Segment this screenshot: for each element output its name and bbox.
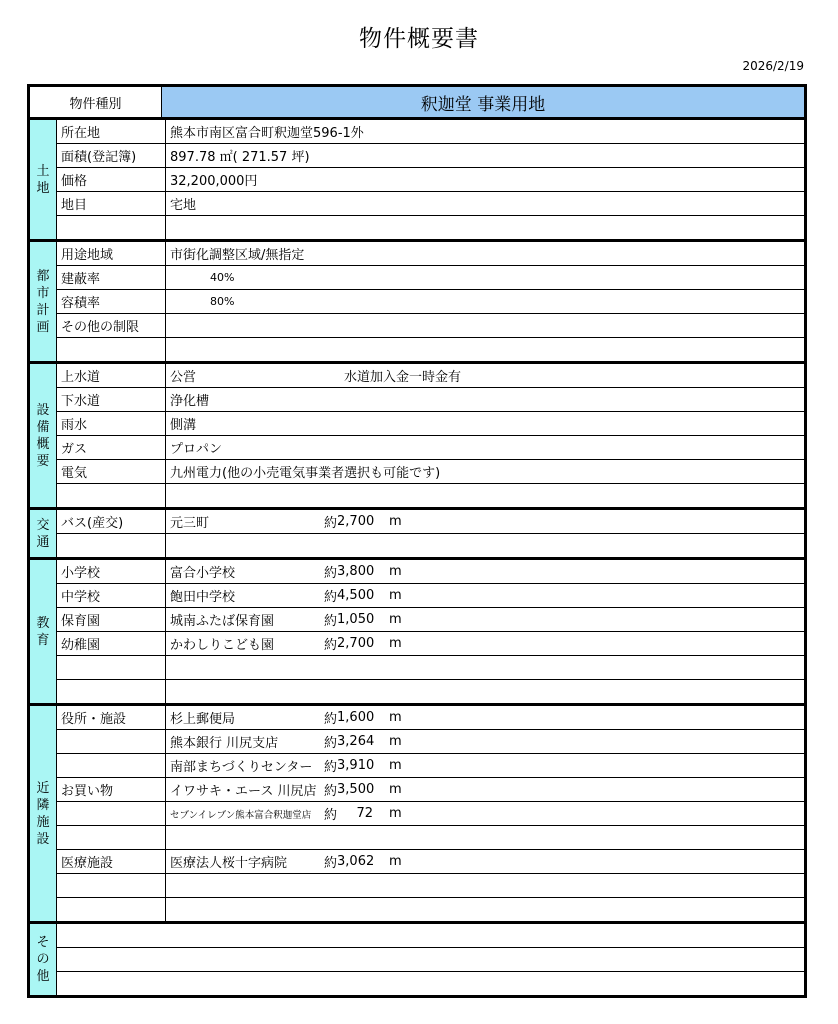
row-value: 九州電力(他の小売電気事業者選択も可能です) — [170, 466, 441, 481]
row-value: 浄化槽 — [170, 394, 210, 409]
facility-name: 元三町 — [170, 516, 210, 531]
document-date: 2026/2/19 — [742, 59, 804, 73]
city-row-zoning — [57, 242, 804, 266]
facilities-row-empty — [57, 484, 804, 507]
other-row-empty — [57, 972, 804, 995]
approx-label: 約 — [324, 590, 338, 605]
land-row-empty — [57, 216, 804, 239]
row-value — [57, 924, 804, 947]
row-item — [57, 730, 166, 753]
row-item: 下水道 — [57, 388, 166, 411]
row-value — [166, 534, 804, 557]
water-supply-note: 水道加入金一時金有 — [344, 370, 462, 385]
approx-label: 約 — [324, 808, 338, 823]
section-label-other — [30, 924, 57, 995]
section-label-facilities — [30, 364, 57, 507]
row-value — [166, 656, 804, 679]
approx-label: 約 — [324, 856, 338, 871]
facility-name: かわしりこども園 — [170, 638, 275, 653]
row-item — [57, 656, 166, 679]
land-row-category — [57, 192, 804, 216]
property-type-label: 物件種別 — [30, 87, 162, 117]
facility-name: 医療法人桜十字病院 — [170, 856, 288, 871]
section-label-city-planning-text: 都市計画 — [36, 268, 50, 335]
city-row-coverage — [57, 266, 804, 290]
facility-name: 城南ふたば保育園 — [170, 614, 275, 629]
section-facilities — [30, 364, 804, 510]
row-item: 面積(登記簿) — [57, 144, 166, 167]
row-value — [166, 826, 804, 849]
other-row-empty — [57, 948, 804, 972]
row-item: 保育園 — [57, 608, 166, 631]
row-item: 小学校 — [57, 560, 166, 583]
nearby-row-empty — [57, 898, 804, 921]
approx-label: 約 — [324, 736, 338, 751]
section-label-facilities-text: 設備概要 — [36, 402, 50, 469]
row-item: 幼稚園 — [57, 632, 166, 655]
row-value: 側溝 — [170, 418, 197, 433]
nearby-row — [57, 730, 804, 754]
section-transport — [30, 510, 804, 560]
facility-name: セブンイレブン熊本富合釈迦堂店 — [170, 809, 312, 821]
row-value — [166, 754, 804, 777]
row-item — [57, 874, 166, 897]
education-row-junior-high — [57, 584, 804, 608]
row-value — [166, 874, 804, 897]
row-item — [57, 680, 166, 703]
row-item — [57, 534, 166, 557]
row-item: その他の制限 — [57, 314, 166, 337]
distance-unit: m — [389, 782, 402, 797]
row-value — [166, 608, 804, 631]
row-item: 所在地 — [57, 120, 166, 143]
row-item: 役所・施設 — [57, 706, 166, 729]
row-item: 上水道 — [57, 364, 166, 387]
row-value — [166, 216, 804, 239]
education-row-nursery — [57, 608, 804, 632]
facility-name: 飽田中学校 — [170, 590, 236, 605]
row-value — [57, 948, 804, 971]
distance-unit: m — [389, 806, 402, 821]
distance-value: 4,500 — [337, 588, 375, 603]
distance-value: 1,050 — [337, 612, 375, 627]
row-value: 熊本市南区富合町釈迦堂596-1外 — [170, 126, 364, 141]
row-value — [166, 560, 804, 583]
row-value — [166, 364, 804, 387]
section-land — [30, 120, 804, 242]
transport-row-empty — [57, 534, 804, 557]
distance-value: 3,800 — [337, 564, 375, 579]
facility-name: 南部まちづくりセンター — [170, 760, 313, 775]
row-item: 医療施設 — [57, 850, 166, 873]
transport-row-bus — [57, 510, 804, 534]
distance-unit: m — [389, 734, 402, 749]
row-value — [166, 632, 804, 655]
facility-name: 杉上郵便局 — [170, 712, 236, 727]
row-item: 電気 — [57, 460, 166, 483]
row-value — [166, 802, 804, 825]
land-row-address — [57, 120, 804, 144]
row-item: 用途地域 — [57, 242, 166, 265]
page-title: 物件概要書 — [359, 26, 479, 52]
row-value — [166, 510, 804, 533]
facilities-row-sewer — [57, 388, 804, 412]
row-value — [57, 972, 804, 995]
approx-label: 約 — [324, 614, 338, 629]
row-value — [166, 680, 804, 703]
section-education — [30, 560, 804, 706]
row-value — [166, 314, 804, 337]
row-item: 建蔽率 — [57, 266, 166, 289]
land-row-area — [57, 144, 804, 168]
row-value — [166, 850, 804, 873]
distance-value: 3,500 — [337, 782, 375, 797]
row-item — [57, 802, 166, 825]
facility-name: 富合小学校 — [170, 566, 236, 581]
property-name: 釈迦堂 事業用地 — [162, 87, 804, 117]
row-item: 中学校 — [57, 584, 166, 607]
other-row-empty — [57, 924, 804, 948]
distance-unit: m — [389, 636, 402, 651]
section-label-city-planning — [30, 242, 57, 361]
property-summary-sheet — [27, 84, 807, 998]
row-value — [166, 778, 804, 801]
row-item: 地目 — [57, 192, 166, 215]
distance-unit: m — [389, 612, 402, 627]
row-value: 897.78 ㎡( 271.57 坪) — [170, 150, 310, 165]
city-row-floor-ratio — [57, 290, 804, 314]
floor-area-ratio: 80% — [210, 295, 235, 308]
nearby-row — [57, 754, 804, 778]
education-row-elementary — [57, 560, 804, 584]
section-label-transport-text: 交通 — [36, 517, 50, 550]
row-item — [57, 898, 166, 921]
land-row-price — [57, 168, 804, 192]
facility-name: 熊本銀行 川尻支店 — [170, 736, 279, 751]
section-city-planning — [30, 242, 804, 364]
distance-value: 2,700 — [337, 636, 375, 651]
section-label-land — [30, 120, 57, 239]
row-value: 32,200,000円 — [170, 174, 258, 189]
coverage-ratio: 40% — [210, 271, 235, 284]
distance-value: 72 — [356, 806, 374, 821]
row-item: バス(産交) — [57, 510, 166, 533]
row-item — [57, 484, 166, 507]
approx-label: 約 — [324, 638, 338, 653]
property-type-row — [30, 87, 804, 120]
approx-label: 約 — [324, 760, 338, 775]
city-row-other-restrictions — [57, 314, 804, 338]
distance-unit: m — [389, 514, 402, 529]
distance-value: 1,600 — [337, 710, 375, 725]
section-nearby — [30, 706, 804, 924]
distance-value: 3,910 — [337, 758, 375, 773]
row-value — [166, 338, 804, 361]
nearby-row — [57, 706, 804, 730]
section-other — [30, 924, 804, 995]
row-item: 雨水 — [57, 412, 166, 435]
distance-value: 2,700 — [337, 514, 375, 529]
distance-unit: m — [389, 758, 402, 773]
row-item — [57, 826, 166, 849]
row-value — [166, 706, 804, 729]
row-item: お買い物 — [57, 778, 166, 801]
education-row-kindergarten — [57, 632, 804, 656]
city-row-empty — [57, 338, 804, 361]
section-label-land-text: 土地 — [36, 163, 50, 196]
row-value — [166, 584, 804, 607]
facilities-row-gas — [57, 436, 804, 460]
nearby-row-empty — [57, 874, 804, 898]
distance-value: 3,062 — [337, 854, 375, 869]
nearby-row — [57, 850, 804, 874]
section-label-nearby — [30, 706, 57, 921]
education-row-empty — [57, 656, 804, 680]
row-item: ガス — [57, 436, 166, 459]
nearby-row — [57, 802, 804, 826]
water-supply-value: 公営 — [170, 370, 197, 385]
section-label-other-text: その他 — [36, 935, 50, 984]
distance-unit: m — [389, 710, 402, 725]
facilities-row-electricity — [57, 460, 804, 484]
distance-value: 3,264 — [337, 734, 375, 749]
row-value: 宅地 — [170, 198, 197, 213]
facilities-row-water — [57, 364, 804, 388]
row-value — [166, 484, 804, 507]
facility-name: イワサキ・エース 川尻店 — [170, 784, 317, 799]
nearby-row-empty — [57, 826, 804, 850]
approx-label: 約 — [324, 566, 338, 581]
row-value — [166, 898, 804, 921]
row-value — [166, 730, 804, 753]
section-label-education-text: 教育 — [36, 615, 50, 648]
distance-unit: m — [389, 588, 402, 603]
education-row-empty — [57, 680, 804, 703]
row-item — [57, 338, 166, 361]
facilities-row-rainwater — [57, 412, 804, 436]
distance-unit: m — [389, 854, 402, 869]
section-label-transport — [30, 510, 57, 557]
distance-unit: m — [389, 564, 402, 579]
row-item: 価格 — [57, 168, 166, 191]
approx-label: 約 — [324, 712, 338, 727]
section-label-nearby-text: 近隣施設 — [36, 780, 50, 847]
row-value — [166, 290, 804, 313]
row-item: 容積率 — [57, 290, 166, 313]
row-value: プロパン — [170, 442, 223, 457]
row-value: 市街化調整区域/無指定 — [170, 248, 305, 263]
approx-label: 約 — [324, 784, 338, 799]
section-label-education — [30, 560, 57, 703]
row-item — [57, 216, 166, 239]
nearby-row — [57, 778, 804, 802]
row-item — [57, 754, 166, 777]
row-value — [166, 266, 804, 289]
approx-label: 約 — [324, 516, 338, 531]
